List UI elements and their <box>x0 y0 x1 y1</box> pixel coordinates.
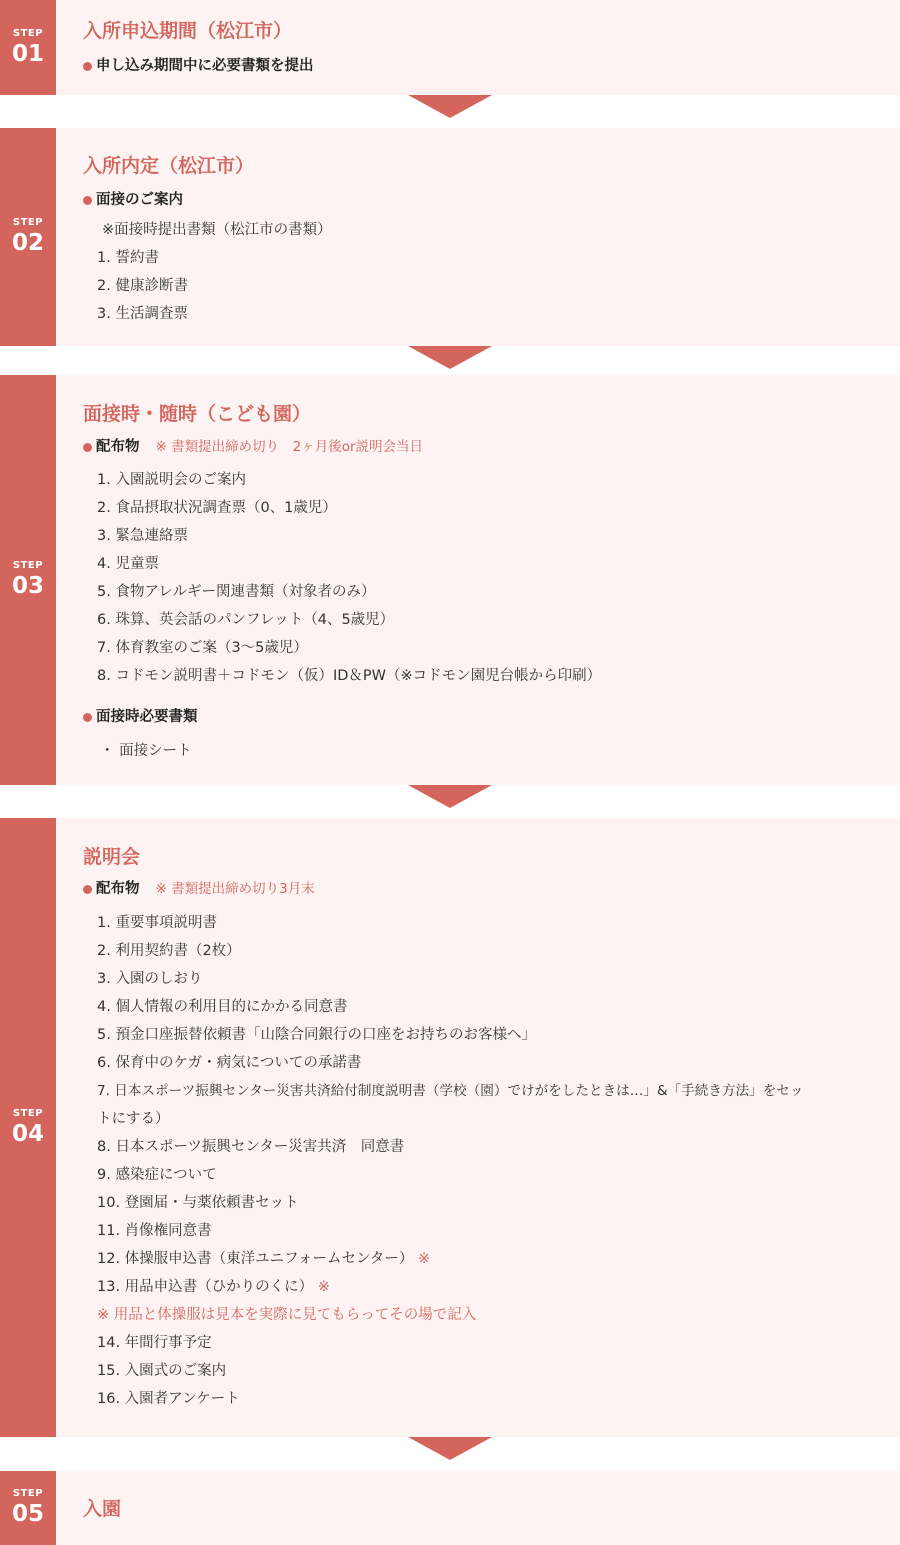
step-01-label <box>0 0 56 95</box>
step-04-body <box>56 818 900 1437</box>
note-text: ※面接時提出書類（松江市の書類） <box>102 222 332 238</box>
bullet-heading <box>83 879 315 899</box>
list-item: 2. 健康診断書 <box>97 278 188 294</box>
bullet-dot-icon <box>83 62 92 71</box>
list-item: 2. 食品摂取状況調査票（0、1歳児） <box>97 500 337 516</box>
arrow-down-icon <box>408 1437 492 1460</box>
list-item: 5. 食物アレルギー関連書類（対象者のみ） <box>97 584 376 600</box>
bullet-dot-icon <box>83 196 92 205</box>
step-03-body <box>56 375 900 785</box>
list-item: 3. 生活調査票 <box>97 306 188 322</box>
list-item: 1. 重要事項説明書 <box>97 915 217 931</box>
sample-note: ※ 用品と体操服は見本を実際に見てもらってその場で記入 <box>97 1307 477 1323</box>
bullet-heading <box>83 707 198 727</box>
step-02-body <box>56 128 900 346</box>
step-05-body <box>56 1471 900 1545</box>
reference-mark: ※ <box>417 1251 431 1267</box>
bullet-dot-icon <box>83 885 92 894</box>
list-item: 9. 感染症について <box>97 1167 217 1183</box>
step-title: 入園 <box>83 1498 122 1520</box>
deadline-note: ※ 書類提出締め切り3月末 <box>155 881 315 897</box>
list-item: 15. 入園式のご案内 <box>97 1363 227 1379</box>
list-item: 2. 利用契約書（2枚） <box>97 943 241 959</box>
list-item: 7. 日本スポーツ振興センター災害共済給付制度説明書（学校（園）でけがをしたときは…」&「手続き方法」をセッ <box>97 1083 804 1099</box>
step-03-label <box>0 375 56 785</box>
bullet-heading <box>83 190 183 210</box>
bullet-label: 申し込み期間中に必要書類を提出 <box>96 58 314 74</box>
list-item: ・ 面接シート <box>100 743 192 759</box>
step-02 <box>0 128 900 346</box>
list-item-text: 12. 体操服申込書（東洋ユニフォームセンター） <box>97 1251 414 1267</box>
step-01-body <box>56 0 900 95</box>
bullet-label: 配布物 <box>96 881 140 897</box>
step-number: 02 <box>11 230 44 256</box>
list-item: 7. 体育教室のご案（3〜5歳児） <box>97 640 308 656</box>
step-title: 入所申込期間（松江市） <box>83 20 293 42</box>
arrow-down-icon <box>408 785 492 808</box>
list-item: 8. 日本スポーツ振興センター災害共済 同意書 <box>97 1139 405 1155</box>
bullet-heading <box>83 437 423 457</box>
step-05 <box>0 1471 900 1545</box>
step-word: STEP <box>12 1488 44 1499</box>
arrow-down-icon <box>408 346 492 369</box>
list-item: 14. 年間行事予定 <box>97 1335 212 1351</box>
step-number: 04 <box>11 1120 44 1147</box>
step-number: 05 <box>11 1501 44 1527</box>
list-item: 10. 登園届・与薬依頼書セット <box>97 1195 299 1211</box>
list-item: 4. 個人情報の利用目的にかかる同意書 <box>97 999 348 1015</box>
list-item: 16. 入園者アンケート <box>97 1391 240 1407</box>
list-item: 3. 入園のしおり <box>97 971 203 987</box>
step-word: STEP <box>12 560 44 571</box>
bullet-dot-icon <box>83 713 92 722</box>
arrow-down-icon <box>408 95 492 118</box>
list-item: 6. 保育中のケガ・病気についての承諾書 <box>97 1055 362 1071</box>
bullet-label: 面接時必要書類 <box>96 709 198 725</box>
step-number: 01 <box>11 40 44 67</box>
list-item: 1. 誓約書 <box>97 250 159 266</box>
bullet-label: 配布物 <box>96 439 140 455</box>
reference-mark: ※ <box>317 1279 330 1295</box>
step-title: 面接時・随時（こども園） <box>83 403 312 425</box>
list-item: 11. 肖像権同意書 <box>97 1223 212 1239</box>
list-item-continued: トにする） <box>97 1111 170 1127</box>
bullet-label: 面接のご案内 <box>96 192 183 208</box>
list-item-text: 13. 用品申込書（ひかりのくに） <box>97 1279 314 1295</box>
step-03 <box>0 375 900 785</box>
step-title: 入所内定（松江市） <box>83 155 255 177</box>
list-item: 6. 珠算、英会話のパンフレット（4、5歳児） <box>97 612 395 628</box>
step-title: 説明会 <box>83 846 141 868</box>
list-item: 5. 預金口座振替依頼書「山陰合同銀行の口座をお持ちのお客様へ」 <box>97 1027 536 1043</box>
list-item: 4. 児童票 <box>97 556 159 572</box>
step-word: STEP <box>12 217 44 228</box>
step-04-label <box>0 818 56 1437</box>
deadline-note: ※ 書類提出締め切り 2ヶ月後or説明会当日 <box>155 439 424 455</box>
step-04 <box>0 818 900 1437</box>
list-item: 8. コドモン説明書＋コドモン（仮）ID＆PW（※コドモン園児台帳から印刷） <box>97 668 602 684</box>
step-02-label <box>0 128 56 346</box>
list-item-with-mark <box>97 1249 430 1269</box>
bullet-heading <box>83 56 314 76</box>
bullet-dot-icon <box>83 443 92 452</box>
step-05-label <box>0 1471 56 1545</box>
list-item-with-mark <box>97 1277 330 1297</box>
list-item: 1. 入園説明会のご案内 <box>97 472 246 488</box>
step-word: STEP <box>12 1107 44 1119</box>
step-number: 03 <box>11 573 44 599</box>
step-word: STEP <box>12 27 44 39</box>
step-01 <box>0 0 900 95</box>
list-item: 3. 緊急連絡票 <box>97 528 188 544</box>
